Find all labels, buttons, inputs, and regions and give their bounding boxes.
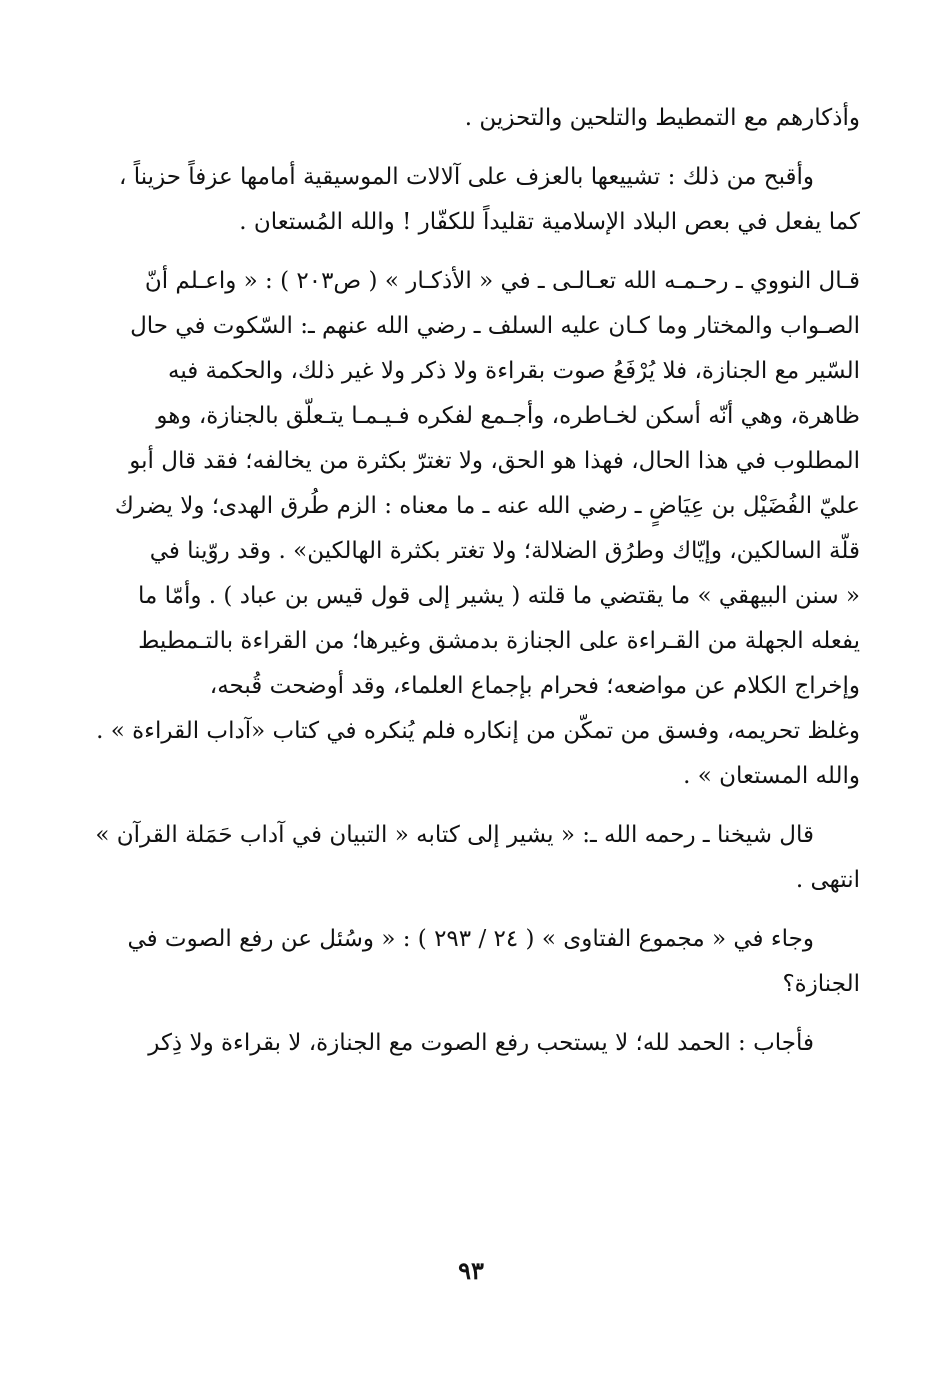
paragraph-1 <box>82 96 860 141</box>
page-body <box>82 96 860 1080</box>
page-number: ٩٣ <box>458 1256 484 1285</box>
text-line: ظاهرة، وهي أنّه أسكن لخـاطره، وأجـمع لفكره فـيـمـا يتـعلّق بالجنازة، وهو <box>156 403 860 429</box>
text-line: وأقبح من ذلك : تشييعها بالعزف على آلالات الموسيقية أمامها عزفاً حزيناً ، <box>119 164 814 190</box>
paragraph-2 <box>82 155 860 245</box>
text-line: « سنن البيهقي » ما يقتضي ما قلته ( يشير إلى قول قيس بن عباد ) . وأمّا ما <box>138 583 860 609</box>
text-line: قـال النووي ـ رحـمـه الله تعـالـى ـ في « الأذكـار » ( ص٢٠٣ ) : « واعـلم أنّ <box>144 268 860 294</box>
text-line: والله المستعان » . <box>683 763 860 789</box>
text-line: وإخراج الكلام عن مواضعه؛ فحرام بإجماع العلماء، وقد أوضحت قُبحه، <box>209 673 860 699</box>
text-line: وأذكارهم مع التمطيط والتلحين والتحزين . <box>464 105 860 131</box>
text-line: قلّة السالكين، وإيّاك وطرُق الضلالة؛ ولا تغتر بكثرة الهالكين» . وقد روّينا في <box>149 538 860 564</box>
text-line: عليّ الفُضَيْل بن عِيَاضٍ ـ رضي الله عنه ـ ما معناه : الزم طُرق الهدى؛ ولا يضرك <box>114 493 860 519</box>
paragraph-3-nawawi-quote <box>82 259 860 799</box>
text-line: قال شيخنا ـ رحمه الله ـ: « يشير إلى كتابه « التبيان في آداب حَمَلة القرآن » <box>95 822 814 848</box>
text-line: كما يفعل في بعص البلاد الإسلامية تقليداً للكفّار ! والله المُستعان . <box>239 209 860 235</box>
text-line: السّير مع الجنازة، فلا يُرْفَعُ صوت بقراءة ولا ذكر ولا غير ذلك، والحكمة فيه <box>167 358 860 384</box>
text-line: انتهى . <box>795 867 860 893</box>
paragraph-6 <box>82 1021 860 1066</box>
paragraph-4 <box>82 813 860 903</box>
paragraph-5 <box>82 917 860 1007</box>
text-line: الجنازة؟ <box>782 971 860 997</box>
text-line: وغلظ تحريمه، وفسق من تمكّن من إنكاره فلم يُنكره في كتاب «آداب القراءة » . <box>96 718 860 744</box>
text-line: يفعله الجهلة من القـراءة على الجنازة بدمشق وغيرها؛ من القراءة بالتـمطيط <box>138 628 860 654</box>
text-line: المطلوب في هذا الحال، فهذا هو الحق، ولا تغترّ بكثرة من يخالفه؛ فقد قال أبو <box>129 448 860 474</box>
text-line: وجاء في « مجموع الفتاوى » ( ٢٤ / ٢٩٣ ) : « وسُئل عن رفع الصوت في <box>127 926 814 952</box>
text-line: الصـواب والمختار وما كـان عليه السلف ـ رضي الله عنهم ـ: السّكوت في حال <box>130 313 860 339</box>
text-line: فأجاب : الحمد لله؛ لا يستحب رفع الصوت مع الجنازة، لا بقراءة ولا ذِكر <box>148 1030 814 1056</box>
